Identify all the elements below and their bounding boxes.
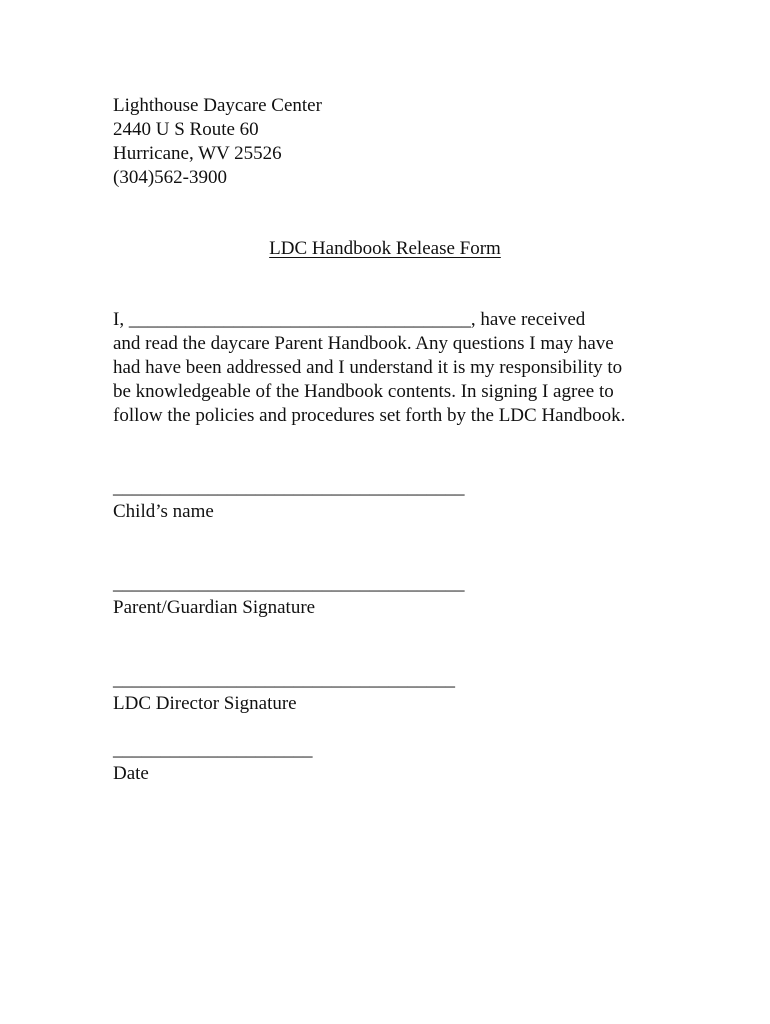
form-title [0,237,770,261]
parent-signature-label: Parent/Guardian Signature [113,597,316,618]
street-address: 2440 U S Route 60 [113,119,259,140]
release-statement [113,308,673,428]
director-signature-label: LDC Director Signature [113,693,297,714]
form-title-text: LDC Handbook Release Form [269,238,501,259]
child-name-block [113,476,465,524]
org-name: Lighthouse Daycare Center [113,95,322,116]
address-block [113,94,322,190]
phone-number: (304)562-3900 [113,167,227,188]
city-state-zip: Hurricane, WV 25526 [113,143,282,164]
director-signature-line[interactable]: ____________________________________ [113,669,455,690]
statement-line: follow the policies and procedures set forth by the LDC Handbook. [113,405,626,426]
statement-line: be knowledgeable of the Handbook contents. In signing I agree to [113,381,614,402]
date-line[interactable]: _____________________ [113,739,313,760]
child-name-line[interactable]: _____________________________________ [113,477,465,498]
director-signature-block [113,668,455,716]
parent-signature-block [113,572,465,620]
date-block [113,738,313,786]
statement-line: and read the daycare Parent Handbook. Any questions I may have [113,333,614,354]
statement-line: had have been addressed and I understand it is my responsibility to [113,357,623,378]
statement-line[interactable]: I, ____________________________________, have received [113,309,586,330]
child-name-label: Child’s name [113,501,214,522]
date-label: Date [113,763,149,784]
parent-signature-line[interactable]: _____________________________________ [113,573,465,594]
